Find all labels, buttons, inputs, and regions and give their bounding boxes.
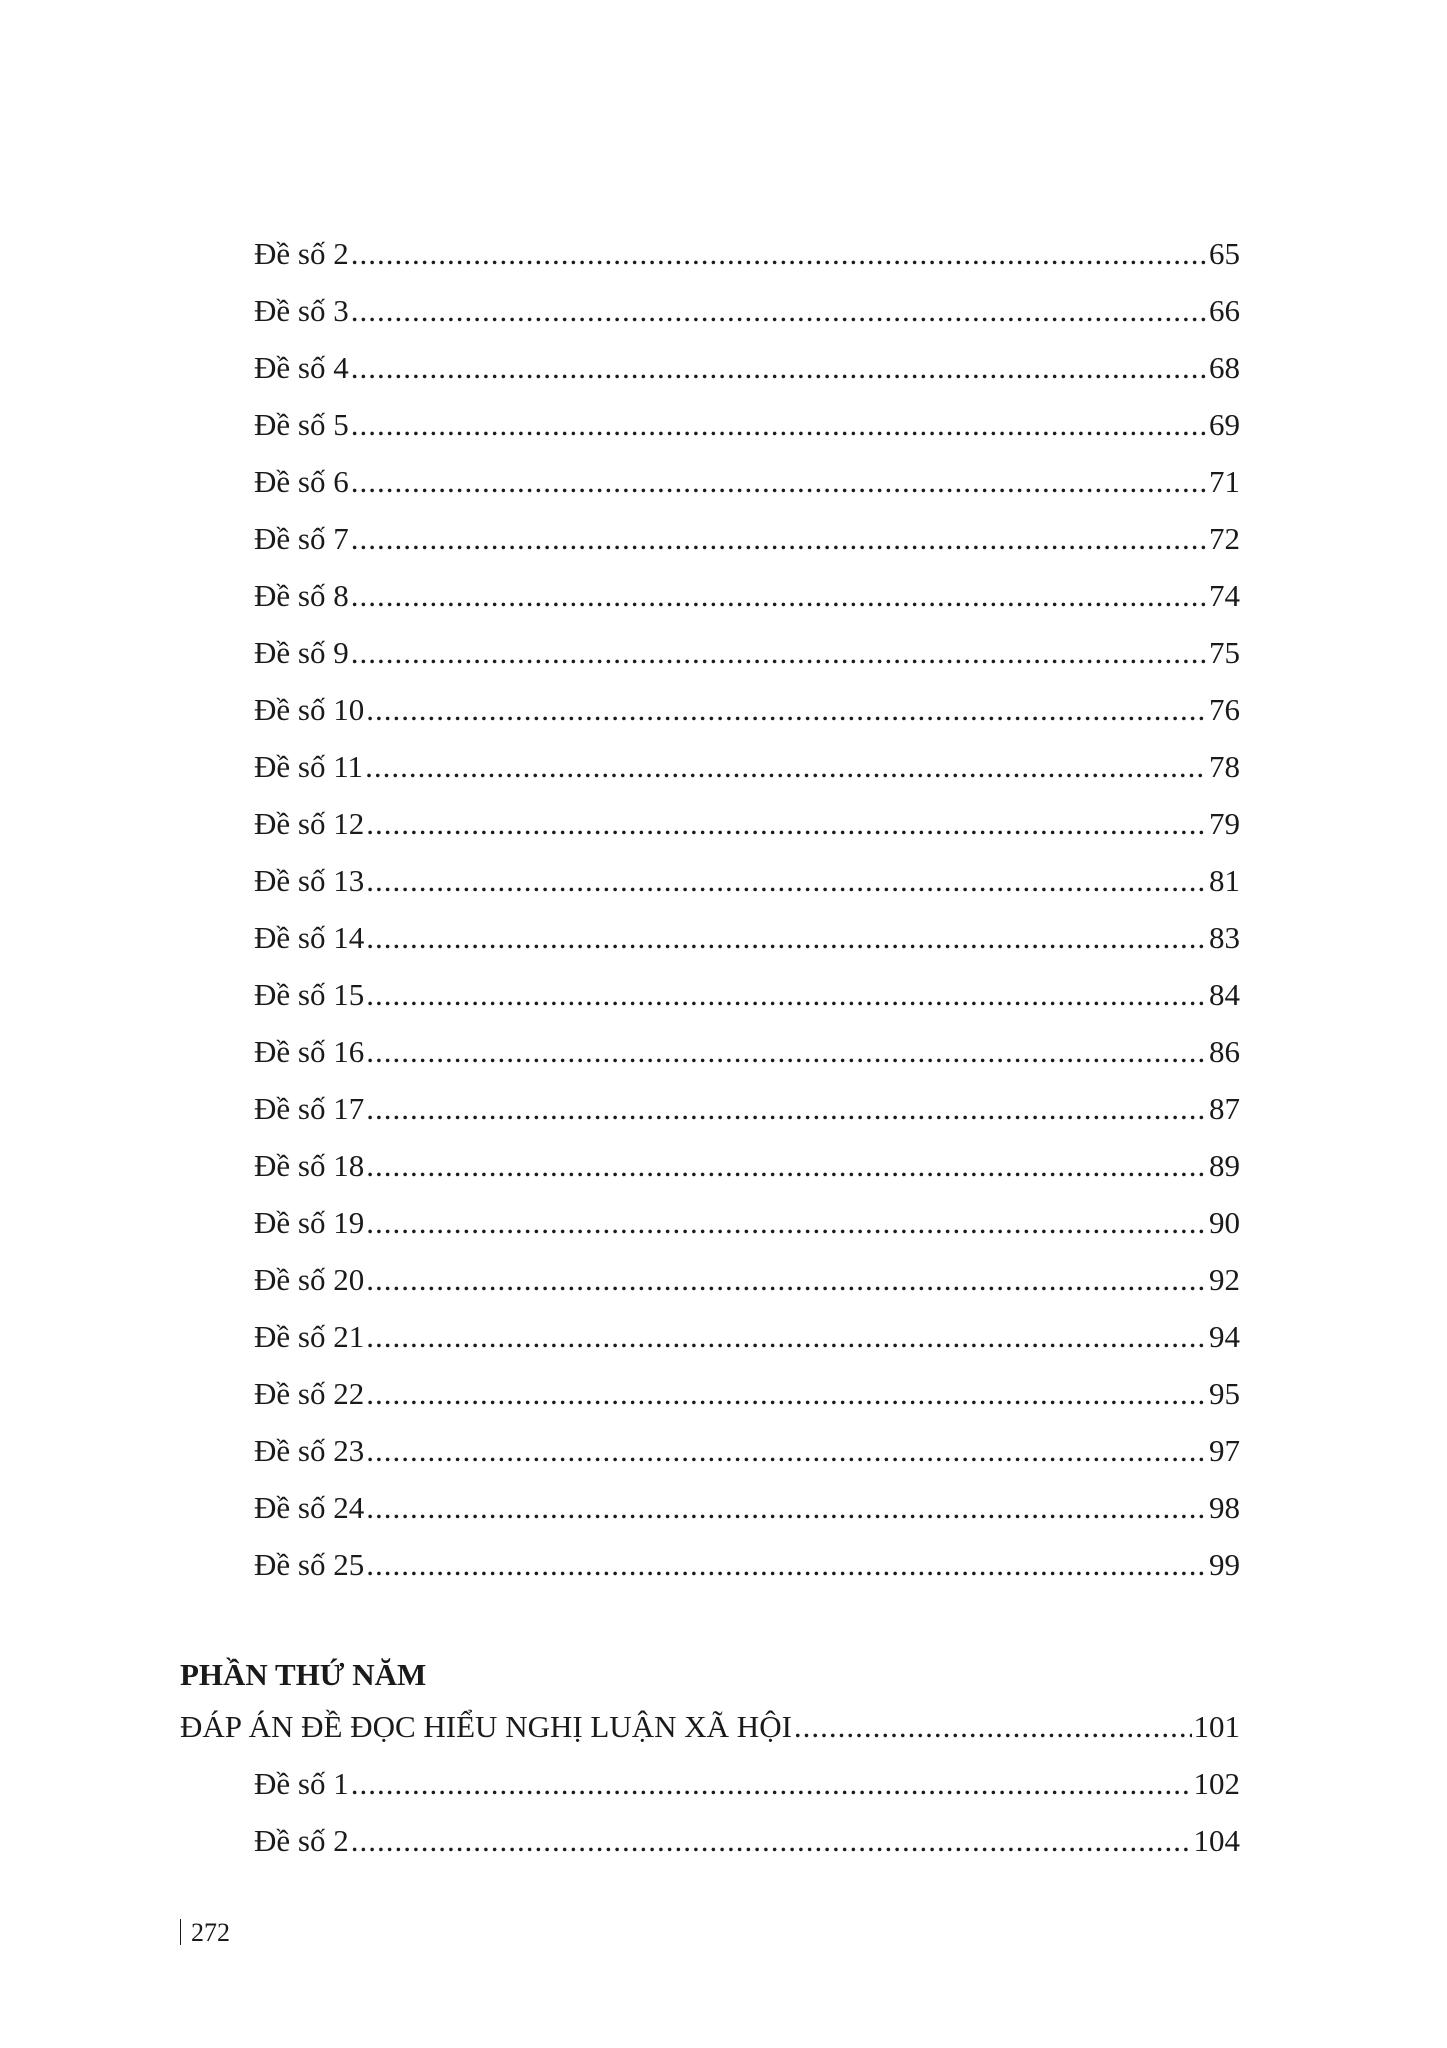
toc-entry[interactable] xyxy=(254,519,1240,559)
toc-entry[interactable] xyxy=(254,576,1240,616)
toc-entry-page: 89 xyxy=(1209,1148,1240,1183)
toc-entry-page: 90 xyxy=(1209,1205,1240,1240)
toc-leader-dots xyxy=(351,462,1207,502)
toc-leader-dots xyxy=(366,690,1207,730)
toc-entry-label: Đề số 19 xyxy=(254,1205,365,1240)
toc-leader-dots xyxy=(365,747,1207,787)
toc-entry-page: 78 xyxy=(1209,749,1240,784)
toc-entry[interactable] xyxy=(254,348,1240,388)
toc-entry-page: 83 xyxy=(1209,920,1240,955)
toc-leader-dots xyxy=(366,861,1207,901)
toc-leader-dots xyxy=(351,1821,1192,1861)
toc-entry[interactable] xyxy=(254,1488,1240,1528)
toc-leader-dots xyxy=(366,1089,1207,1129)
toc-entry[interactable] xyxy=(254,804,1240,844)
toc-entry[interactable] xyxy=(254,975,1240,1015)
toc-entry-page: 99 xyxy=(1209,1547,1240,1582)
toc-entry-page: 79 xyxy=(1209,806,1240,841)
toc-entry-page: 81 xyxy=(1209,863,1240,898)
toc-entry-page: 94 xyxy=(1209,1319,1240,1354)
toc-entry[interactable] xyxy=(254,690,1240,730)
toc-entry-page: 75 xyxy=(1209,635,1240,670)
toc-entry-label: Đề số 2 xyxy=(254,1823,349,1858)
toc-entry-page: 87 xyxy=(1209,1091,1240,1126)
toc-leader-dots xyxy=(351,291,1207,331)
toc-entry-label: Đề số 18 xyxy=(254,1148,365,1183)
toc-leader-dots xyxy=(366,975,1207,1015)
toc-entry[interactable] xyxy=(254,861,1240,901)
toc-entry-page: 101 xyxy=(1193,1709,1240,1744)
toc-entry-label: Đề số 10 xyxy=(254,692,365,727)
toc-entry[interactable] xyxy=(254,1203,1240,1243)
toc-entry-page: 86 xyxy=(1209,1034,1240,1069)
toc-leader-dots xyxy=(351,576,1207,616)
toc-leader-dots xyxy=(351,405,1207,445)
toc-leader-dots xyxy=(351,633,1207,673)
toc-entry-page: 104 xyxy=(1193,1823,1240,1858)
toc-entry[interactable] xyxy=(254,405,1240,445)
toc-entry-page: 98 xyxy=(1209,1490,1240,1525)
toc-leader-dots xyxy=(366,1545,1207,1585)
toc-entry-page: 76 xyxy=(1209,692,1240,727)
toc-entry-label: Đề số 11 xyxy=(254,749,364,784)
toc-leader-dots xyxy=(366,804,1207,844)
toc-entry-label: Đề số 12 xyxy=(254,806,365,841)
toc-entry[interactable] xyxy=(254,1260,1240,1300)
toc-entry-page: 97 xyxy=(1209,1433,1240,1468)
toc-entry[interactable] xyxy=(254,1146,1240,1186)
toc-entry-label: Đề số 14 xyxy=(254,920,365,955)
toc-entry[interactable] xyxy=(254,1821,1240,1861)
toc-entry-label: Đề số 6 xyxy=(254,464,349,499)
toc-entry-page: 102 xyxy=(1193,1766,1240,1801)
toc-entry-label: Đề số 9 xyxy=(254,635,349,670)
toc-leader-dots xyxy=(366,1260,1207,1300)
toc-entry-label: Đề số 20 xyxy=(254,1262,365,1297)
toc-entry[interactable] xyxy=(254,291,1240,331)
toc-entry-page: 92 xyxy=(1209,1262,1240,1297)
toc-entry-label: Đề số 22 xyxy=(254,1376,365,1411)
page-number-text: 272 xyxy=(191,1918,230,1947)
toc-leader-dots xyxy=(351,519,1207,559)
toc-leader-dots xyxy=(366,1431,1207,1471)
toc-leader-dots xyxy=(366,1203,1207,1243)
toc-leader-dots xyxy=(366,1032,1207,1072)
toc-entry-page: 74 xyxy=(1209,578,1240,613)
toc-entry[interactable] xyxy=(254,633,1240,673)
toc-entry[interactable] xyxy=(254,918,1240,958)
toc-leader-dots xyxy=(794,1707,1192,1747)
toc-main-entry[interactable] xyxy=(180,1707,1240,1747)
toc-entry[interactable] xyxy=(254,234,1240,274)
toc-leader-dots xyxy=(366,1146,1207,1186)
toc-entry-label: Đề số 8 xyxy=(254,578,349,613)
toc-entry-label: Đề số 2 xyxy=(254,236,349,271)
toc-entry-label: Đề số 7 xyxy=(254,521,349,556)
toc-entry-label: Đề số 16 xyxy=(254,1034,365,1069)
toc-entry-label: Đề số 13 xyxy=(254,863,365,898)
toc-entry-page: 69 xyxy=(1209,407,1240,442)
toc-entry-label: Đề số 15 xyxy=(254,977,365,1012)
toc-entry-page: 72 xyxy=(1209,521,1240,556)
toc-entry-page: 65 xyxy=(1209,236,1240,271)
toc-entry[interactable] xyxy=(254,1431,1240,1471)
toc-entry-label: Đề số 25 xyxy=(254,1547,365,1582)
toc-leader-dots xyxy=(351,348,1207,388)
toc-entry[interactable] xyxy=(254,1032,1240,1072)
toc-entry-label: Đề số 24 xyxy=(254,1490,365,1525)
toc-entry[interactable] xyxy=(254,1317,1240,1357)
toc-entry[interactable] xyxy=(254,1374,1240,1414)
page-number xyxy=(180,1916,230,1950)
toc-entry-page: 71 xyxy=(1209,464,1240,499)
toc-entry[interactable] xyxy=(254,1089,1240,1129)
toc-entry[interactable] xyxy=(254,462,1240,502)
toc-leader-dots xyxy=(366,1317,1207,1357)
toc-entry-label: Đề số 17 xyxy=(254,1091,365,1126)
toc-entry-page: 66 xyxy=(1209,293,1240,328)
toc-leader-dots xyxy=(351,1764,1192,1804)
toc-entry-label: Đề số 3 xyxy=(254,293,349,328)
toc-leader-dots xyxy=(351,234,1207,274)
toc-entry[interactable] xyxy=(254,747,1240,787)
toc-entry-page: 68 xyxy=(1209,350,1240,385)
toc-leader-dots xyxy=(366,1374,1207,1414)
toc-entry-label: Đề số 21 xyxy=(254,1319,365,1354)
toc-entry-label: ĐÁP ÁN ĐỀ ĐỌC HIỂU NGHỊ LUẬN XÃ HỘI xyxy=(180,1709,792,1744)
section-heading: PHẦN THỨ NĂM xyxy=(180,1657,427,1692)
toc-entry-label: Đề số 4 xyxy=(254,350,349,385)
toc-entry-label: Đề số 1 xyxy=(254,1766,349,1801)
toc-entry[interactable] xyxy=(254,1764,1240,1804)
toc-entry-label: Đề số 23 xyxy=(254,1433,365,1468)
toc-entry-label: Đề số 5 xyxy=(254,407,349,442)
page-number-divider xyxy=(180,1919,181,1945)
toc-leader-dots xyxy=(366,1488,1207,1528)
toc-entry-page: 95 xyxy=(1209,1376,1240,1411)
toc-entry[interactable] xyxy=(254,1545,1240,1585)
toc-entry-page: 84 xyxy=(1209,977,1240,1012)
toc-leader-dots xyxy=(366,918,1207,958)
